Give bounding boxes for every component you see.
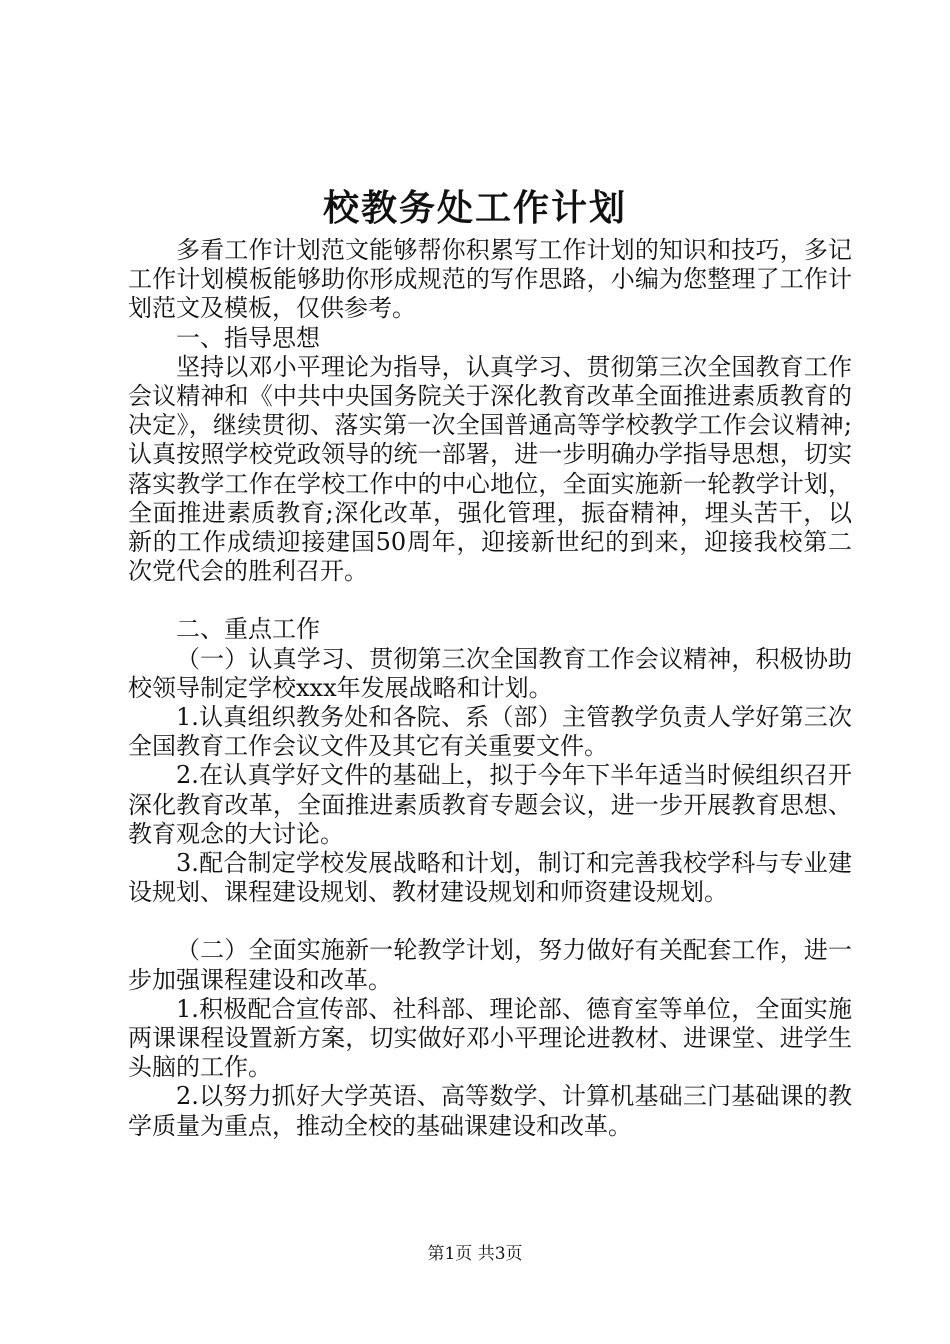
item-paragraph: 1.认真组织教务处和各院、系（部）主管教学负责人学好第三次全国教育工作会议文件及其它有关重要文件。 [128,703,852,761]
blank-line [128,586,852,615]
guiding-ideology-paragraph: 坚持以邓小平理论为指导，认真学习、贯彻第三次全国教育工作会议精神和《中共中央国务院关于深化教育改革全面推进素质教育的决定》，继续贯彻、落实第一次全国普通高等学校教学工作会议精神;认真按照学校党政领导的统一部署，进一步明确办学指导思想，切实落实教学工作在学校工作中的中心地位，全面实施新一轮教学计划，全面推进素质教育;深化改革，强化管理，振奋精神，埋头苦干，以新的工作成绩迎接建国50周年，迎接新世纪的到来，迎接我校第二次党代会的胜利召开。 [128,352,852,586]
subsection-heading-1: （一）认真学习、贯彻第三次全国教育工作会议精神，积极协助校领导制定学校xxx年发展战略和计划。 [128,644,852,702]
subsection-heading-2: （二）全面实施新一轮教学计划，努力做好有关配套工作，进一步加强课程建设和改革。 [128,936,852,994]
intro-paragraph: 多看工作计划范文能够帮你积累写工作计划的知识和技巧，多记工作计划模板能够助你形成规范的写作思路，小编为您整理了工作计划范文及模板，仅供参考。 [128,236,852,323]
blank-line [128,907,852,936]
document-body [128,236,852,1141]
item-paragraph: 1.积极配合宣传部、社科部、理论部、德育室等单位，全面实施两课课程设置新方案，切实做好邓小平理论进教材、进课堂、进学生头脑的工作。 [128,994,852,1082]
section-heading-key-work: 二、重点工作 [176,615,320,644]
item-paragraph: 2.以努力抓好大学英语、高等数学、计算机基础三门基础课的教学质量为重点，推动全校的基础课建设和改革。 [128,1082,852,1140]
item-paragraph: 3.配合制定学校发展战略和计划，制订和完善我校学科与专业建设规划、课程建设规划、教材建设规划和师资建设规划。 [128,849,852,907]
page-number-footer: 第1页 共3页 [427,1244,523,1264]
section-heading-guiding-ideology: 一、指导思想 [176,323,320,352]
item-paragraph: 2.在认真学好文件的基础上，拟于今年下半年适当时候组织召开深化教育改革，全面推进素质教育专题会议，进一步开展教育思想、教育观念的大讨论。 [128,761,852,848]
document-title: 校教务处工作计划 [322,187,627,229]
